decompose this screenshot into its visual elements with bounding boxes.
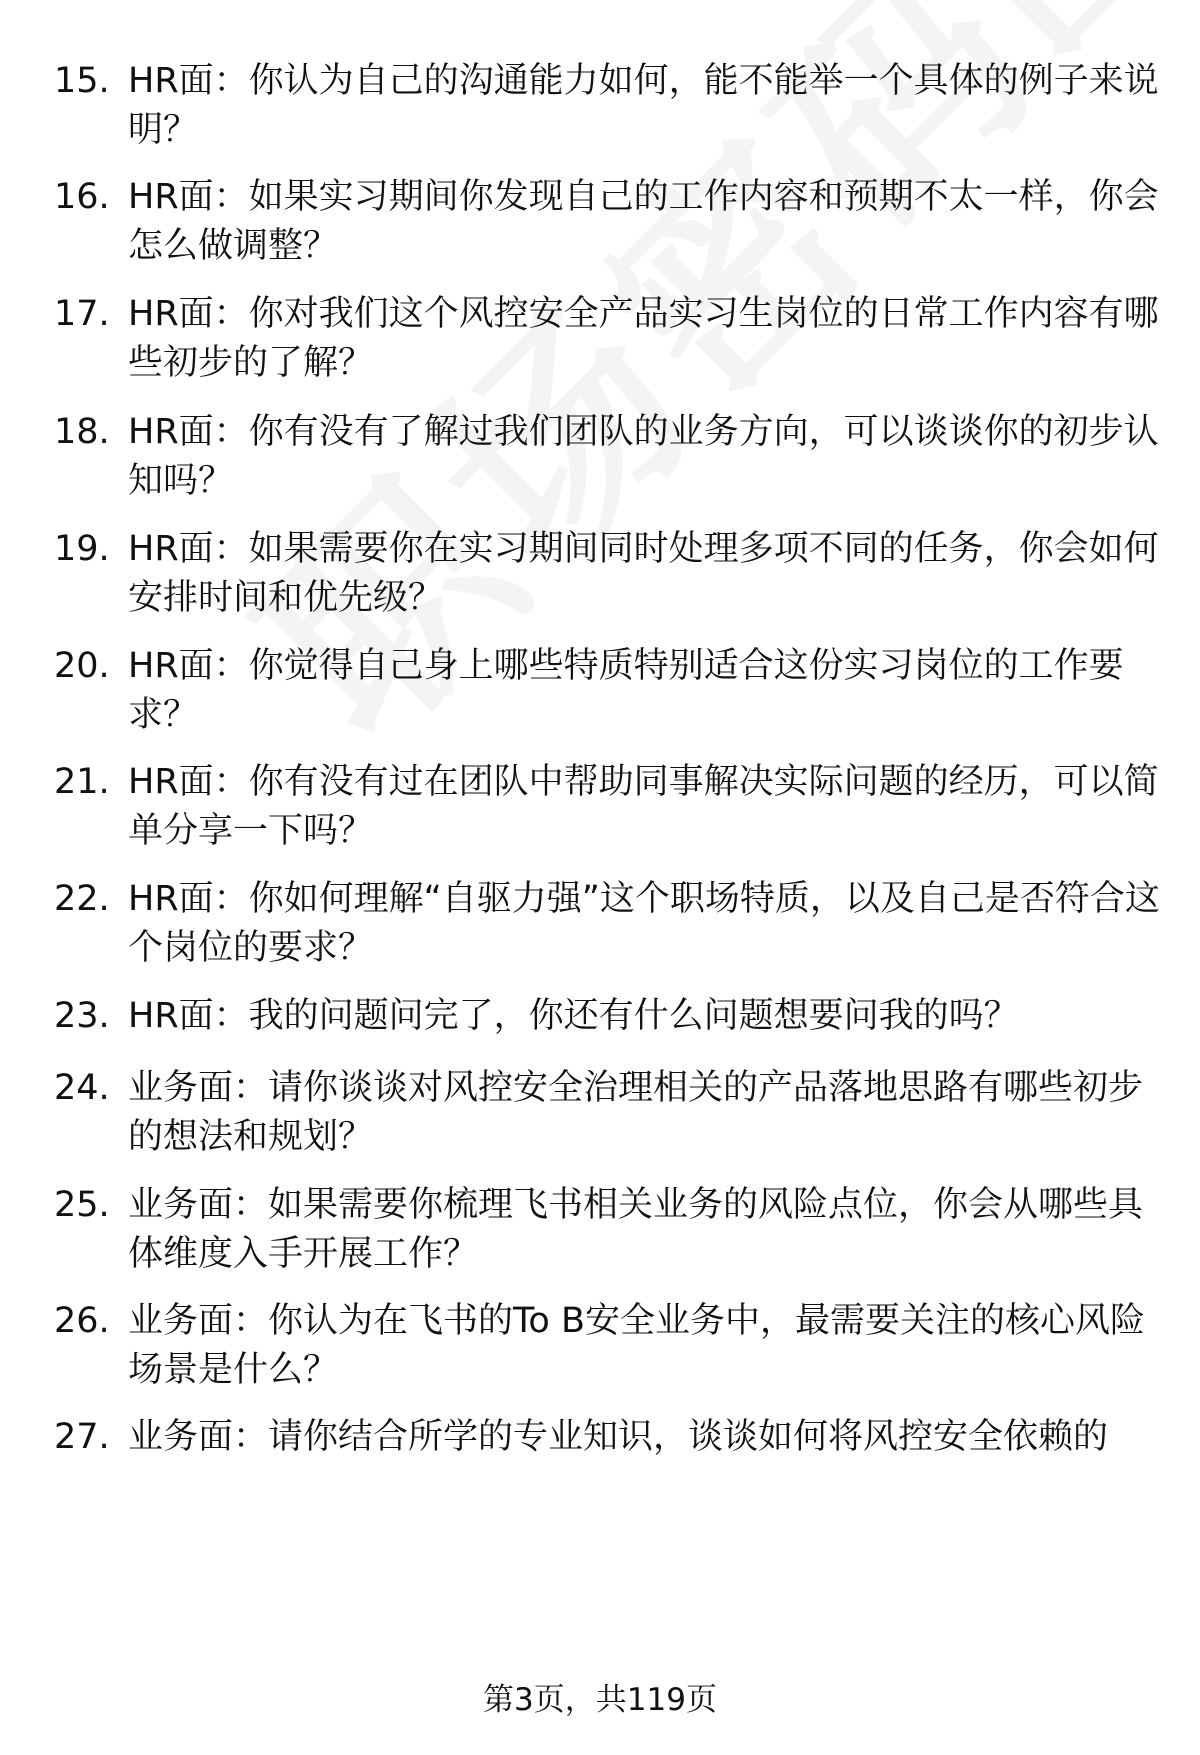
question-text: 业务面：如果需要你梳理飞书相关业务的风险点位，你会从哪些具体维度入手开展工作？ — [128, 1185, 1144, 1274]
question-text: HR面：你有没有过在团队中帮助同事解决实际问题的经历，可以简单分享一下吗？ — [128, 762, 1159, 851]
question-number: 22. — [54, 879, 110, 919]
question-number: 21. — [54, 762, 110, 802]
question-number: 25. — [54, 1185, 110, 1225]
question-number: 24. — [54, 1068, 110, 1108]
question-number: 20. — [54, 646, 110, 686]
question-text: HR面：如果实习期间你发现自己的工作内容和预期不太一样，你会怎么做调整？ — [128, 177, 1159, 266]
question-number: 23. — [54, 996, 110, 1036]
question-text: HR面：你觉得自己身上哪些特质特别适合这份实习岗位的工作要求？ — [128, 646, 1124, 735]
question-number: 15. — [54, 61, 110, 101]
question-number: 16. — [54, 177, 110, 217]
question-text: HR面：你如何理解“自驱力强”这个职场特质，以及自己是否符合这个岗位的要求？ — [128, 879, 1160, 968]
question-number: 17. — [54, 294, 110, 334]
question-number: 26. — [54, 1301, 110, 1341]
question-number: 27. — [54, 1417, 110, 1457]
question-text: 业务面：你认为在飞书的To B安全业务中，最需要关注的核心风险场景是什么？ — [128, 1301, 1145, 1390]
page-footer: 第3页，共119页 — [483, 1682, 717, 1718]
question-text: 业务面：请你结合所学的专业知识，谈谈如何将风控安全依赖的 — [128, 1417, 1109, 1457]
question-text: HR面：如果需要你在实习期间同时处理多项不同的任务，你会如何安排时间和优先级？ — [128, 529, 1159, 618]
question-text: HR面：你对我们这个风控安全产品实习生岗位的日常工作内容有哪些初步的了解？ — [128, 294, 1159, 383]
question-text: HR面：你有没有了解过我们团队的业务方向，可以谈谈你的初步认知吗？ — [128, 412, 1159, 501]
question-number: 18. — [54, 412, 110, 452]
question-text: HR面：我的问题问完了，你还有什么问题想要问我的吗？ — [128, 996, 1019, 1036]
question-text: 业务面：请你谈谈对风控安全治理相关的产品落地思路有哪些初步的想法和规划？ — [128, 1068, 1144, 1157]
question-text: HR面：你认为自己的沟通能力如何，能不能举一个具体的例子来说明？ — [128, 61, 1159, 150]
question-number: 19. — [54, 529, 110, 569]
